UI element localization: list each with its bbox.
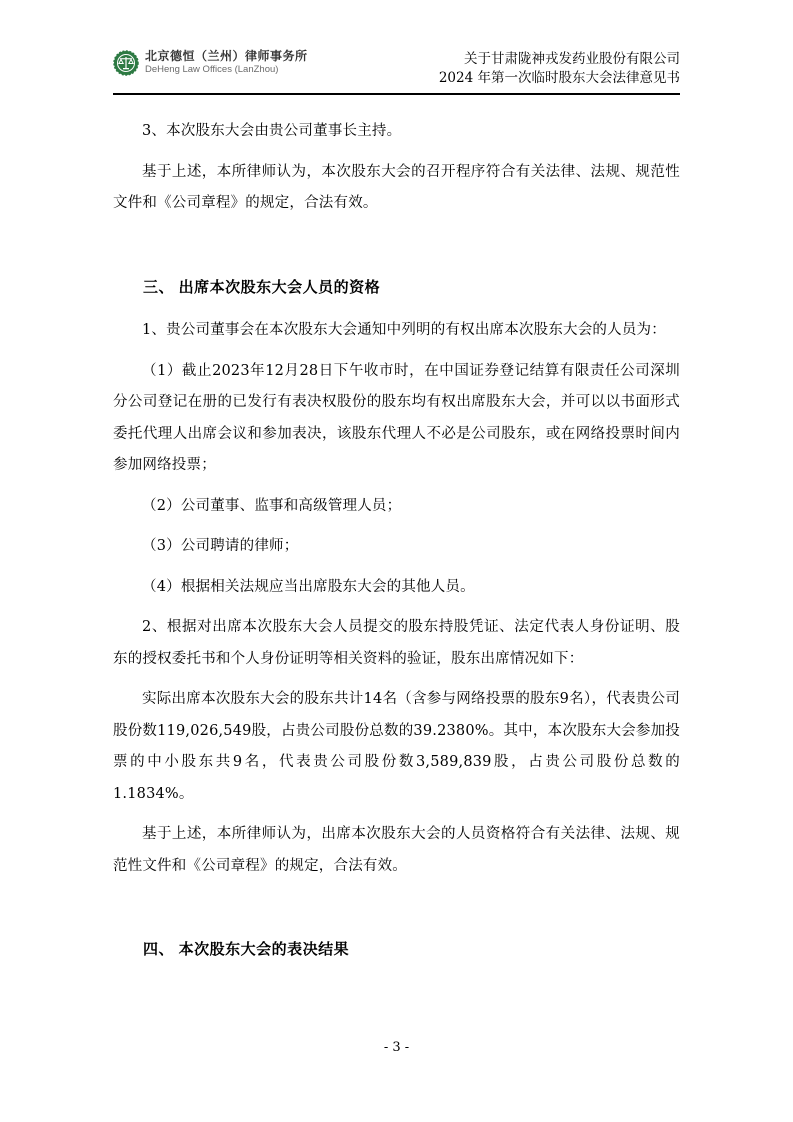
law-firm-brand <box>113 50 308 88</box>
section-heading-four: 四、 本次股东大会的表决结果 <box>143 941 350 958</box>
body-paragraph: 基于上述，本所律师认为，本次股东大会的召开程序符合有关法律、法规、规范性文件和《公司章程》的规定，合法有效。 <box>113 163 680 211</box>
section-heading-three: 三、 出席本次股东大会人员的资格 <box>143 278 381 296</box>
body-paragraph: 基于上述，本所律师认为，出席本次股东大会的人员资格符合有关法律、法规、规范性文件和《公司章程》的规定，合法有效。 <box>113 826 680 874</box>
page-number: - 3 - <box>383 1040 410 1055</box>
body-paragraph: （2）公司董事、监事和高级管理人员； <box>142 497 402 514</box>
body-paragraph: （4）根据相关法规应当出席股东大会的其他人员。 <box>142 578 475 595</box>
document-reference <box>439 50 680 88</box>
document-body <box>113 107 680 978</box>
law-firm-name-zh: 北京德恒（兰州）律师事务所 <box>145 49 308 63</box>
body-paragraph: 实际出席本次股东大会的股东共计14名（含参与网络投票的股东9名），代表贵公司股份数119,026,549股，占贵公司股份总数的39.2380%。其中，本次股东大会参加投票的中小股东共9名，代表贵公司股份数3,589,839股，占贵公司股份总数的1.1834%。 <box>113 691 680 802</box>
body-paragraph: （3）公司聘请的律师； <box>142 538 299 554</box>
document-reference-line2: 2024 年第一次临时股东大会法律意见书 <box>438 70 680 86</box>
page-footer <box>0 1040 793 1055</box>
body-paragraph: 3、本次股东大会由贵公司董事长主持。 <box>142 123 402 139</box>
law-firm-names <box>145 50 308 76</box>
scales-seal-icon <box>113 50 139 76</box>
body-paragraph: 2、根据对出席本次股东大会人员提交的股东持股凭证、法定代表人身份证明、股东的授权委托书和个人身份证明等相关资料的验证，股东出席情况如下： <box>113 619 680 667</box>
law-firm-name-en: DeHeng Law Offices (LanZhou) <box>145 64 279 76</box>
letterhead <box>113 50 680 95</box>
body-paragraph: 1、贵公司董事会在本次股东大会通知中列明的有权出席本次股东大会的人员为： <box>142 322 666 338</box>
body-paragraph: （1）截止2023年12月28日下午收市时，在中国证券登记结算有限责任公司深圳分公司登记在册的已发行有表决权股份的股东均有权出席股东大会，并可以以书面形式委托代理人出席会议和参加表决，该股东代理人不必是公司股东，或在网络投票时间内参加网络投票； <box>113 362 680 473</box>
document-reference-line1: 关于甘肃陇神戎发药业股份有限公司 <box>464 51 680 67</box>
